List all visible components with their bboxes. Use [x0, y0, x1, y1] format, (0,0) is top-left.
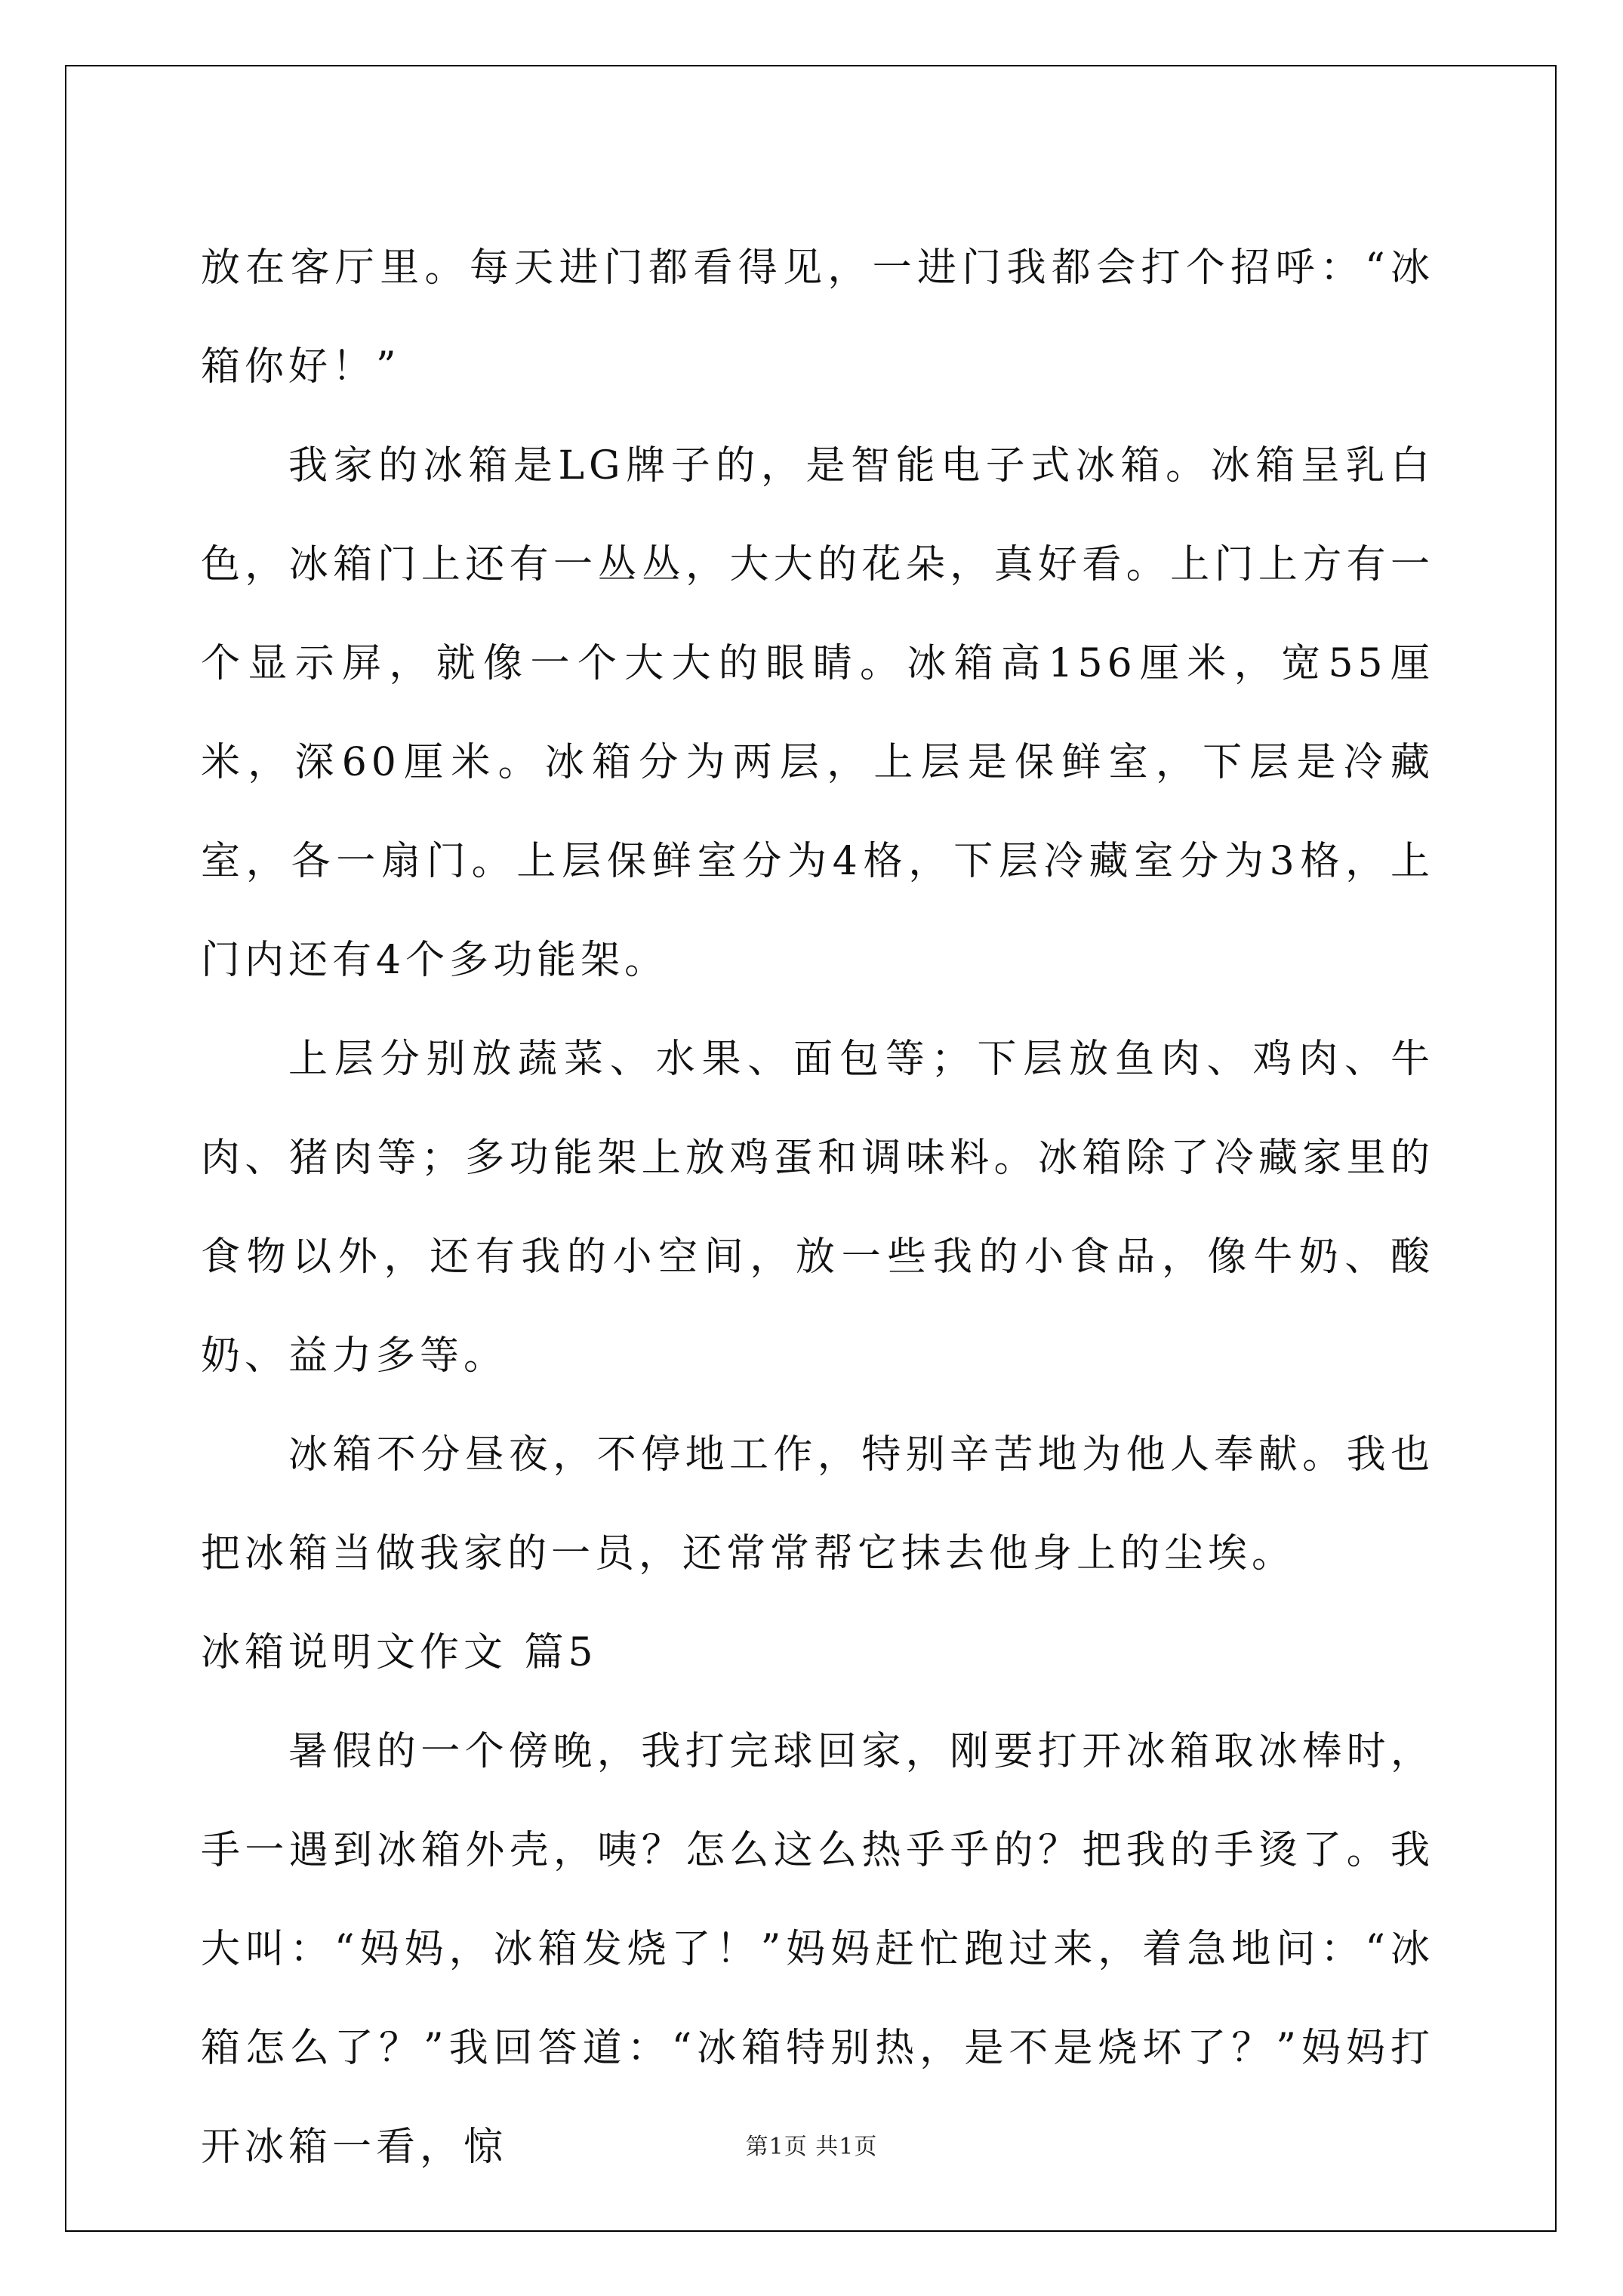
page-footer: 第1页 共1页 — [745, 2134, 878, 2160]
paragraph-continuation: 放在客厅里。每天进门都看得见，一进门我都会打个招呼：“冰箱你好！” — [201, 245, 1434, 390]
paragraph-conclusion: 冰箱不分昼夜，不停地工作，特别辛苦地为他人奉献。我也把冰箱当做我家的一员，还常常帮它抹去他身上的尘埃。 — [201, 1432, 1434, 1576]
section-heading: 冰箱说明文作文 篇5 — [201, 1630, 598, 1675]
paragraph-section5: 暑假的一个傍晚，我打完球回家，刚要打开冰箱取冰棒时，手一遇到冰箱外壳，咦？怎么这么热乎乎的？把我的手烫了。我大叫：“妈妈，冰箱发烧了！”妈妈赶忙跑过来，着急地问：“冰箱怎么了？”我回答道：“冰箱特别热，是不是烧坏了？”妈妈打开冰箱一看，惊 — [201, 1729, 1434, 2170]
document-body — [201, 219, 1434, 2197]
paragraph-contents: 上层分别放蔬菜、水果、面包等；下层放鱼肉、鸡肉、牛肉、猪肉等；多功能架上放鸡蛋和调味料。冰箱除了冷藏家里的食物以外，还有我的小空间，放一些我的小食品，像牛奶、酸奶、益力多等。 — [201, 1037, 1434, 1379]
paragraph-appearance: 我家的冰箱是LG牌子的，是智能电子式冰箱。冰箱呈乳白色，冰箱门上还有一丛丛，大大的花朵，真好看。上门上方有一个显示屏，就像一个大大的眼睛。冰箱高156厘米，宽55厘米，深60厘米。冰箱分为两层，上层是保鲜室，下层是冷藏室，各一扇门。上层保鲜室分为4格，下层冷藏室分为3格，上门内还有4个多功能架。 — [201, 443, 1434, 983]
